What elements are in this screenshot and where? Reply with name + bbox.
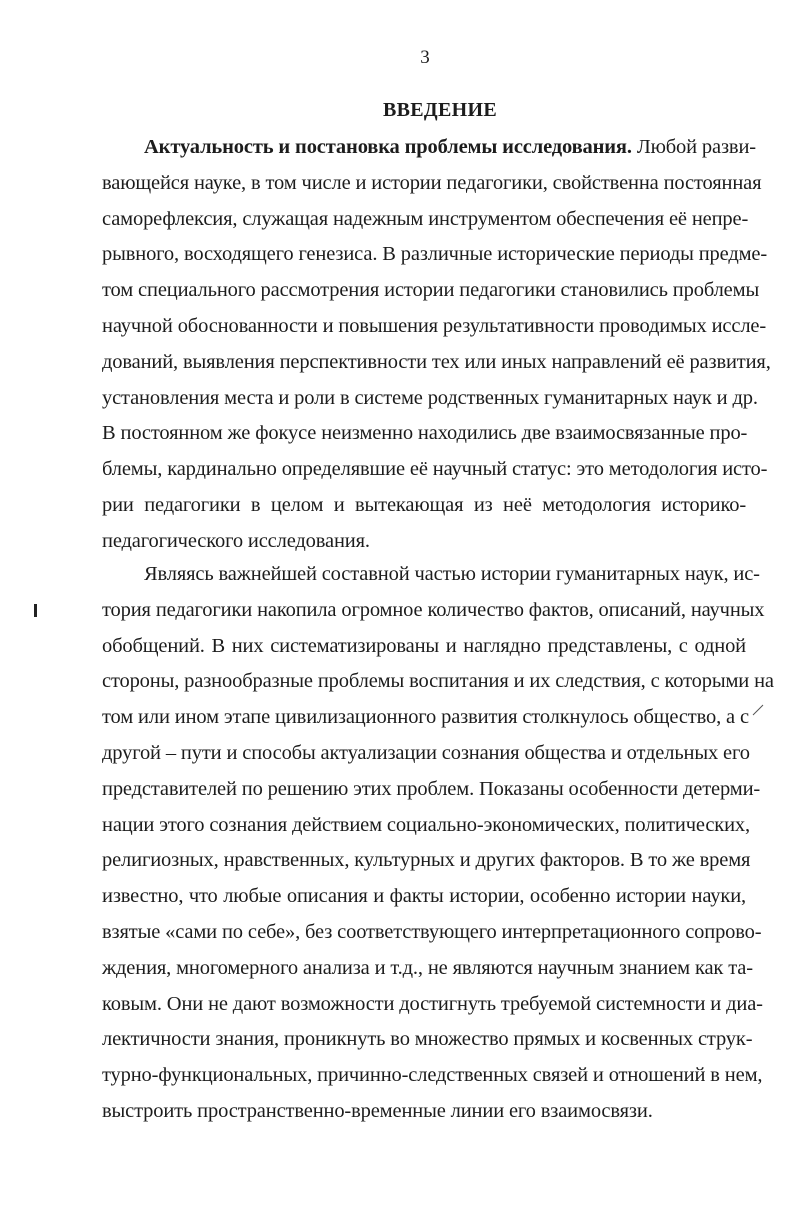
paragraph-line: стороны, разнообразные проблемы воспитания и их следствия, с которыми на (102, 670, 774, 693)
paragraph-line: религиозных, нравственных, культурных и других факторов. В то же время (102, 849, 751, 872)
paragraph-line: дований, выявления перспективности тех или иных направлений её развития, (102, 350, 771, 373)
paragraph-line: установления места и роли в системе родственных гуманитарных наук и др. (102, 386, 758, 409)
paragraph-line: научной обоснованности и повышения результативности проводимых иссле- (102, 314, 767, 337)
paragraph-line: другой – пути и способы актуализации сознания общества и отдельных его (102, 741, 750, 764)
paragraph-line: турно-функциональных, причинно-следственных связей и отношений в нем, (102, 1064, 763, 1087)
pencil-mark (751, 703, 765, 717)
paragraph-line (102, 130, 756, 166)
paragraph-relevance (102, 130, 771, 560)
page-title: ВВЕДЕНИЕ (383, 99, 497, 121)
paragraph-line: представителей по решению этих проблем. Показаны особенности детерми- (102, 777, 761, 800)
paragraph-line: тория педагогики накопила огромное количество фактов, описаний, научных (102, 598, 765, 621)
paragraph-line: рывного, восходящего генезиса. В различные исторические периоды предме- (102, 243, 768, 266)
paragraph-line: Являясь важнейшей составной частью истории гуманитарных наук, ис- (144, 563, 760, 585)
paragraph-line-text: Любой разви- (631, 136, 756, 158)
paragraph-line: педагогического исследования. (102, 529, 370, 552)
paragraph-lead: Актуальность и постановка проблемы исследования. (144, 136, 632, 158)
page-number: 3 (420, 47, 430, 68)
paragraph-line: саморефлексия, служащая надежным инструментом обеспечения её непре- (102, 207, 749, 230)
paragraph-line: лектичности знания, проникнуть во множество прямых и косвенных струк- (102, 1028, 753, 1051)
paragraph-line: ковым. Они не дают возможности достигнуть требуемой системности и диа- (102, 992, 763, 1015)
paragraph-line: обобщений. В них систематизированы и наглядно представлены, с одной (102, 634, 746, 657)
paragraph-line: нации этого сознания действием социально-экономических, политических, (102, 813, 750, 836)
paragraph-line: вающейся науке, в том числе и истории педагогики, свойственна постоянная (102, 171, 762, 194)
paragraph-line: взятые «сами по себе», без соответствующего интерпретационного сопрово- (102, 920, 762, 943)
paragraph-line: блемы, кардинально определявшие её научный статус: это методология исто- (102, 458, 768, 481)
paragraph-line: В постоянном же фокусе неизменно находились две взаимосвязанные про- (102, 422, 748, 445)
paragraph-line: том специального рассмотрения истории педагогики становились проблемы (102, 279, 760, 302)
paragraph-line: рии педагогики в целом и вытекающая из неё методология историко- (102, 493, 746, 516)
margin-mark (34, 604, 37, 617)
paragraph-line: ждения, многомерного анализа и т.д., не являются научным знанием как та- (102, 956, 753, 979)
paragraph-line: известно, что любые описания и факты истории, особенно истории науки, (102, 885, 746, 908)
paragraph-history-facts (102, 557, 774, 1130)
paragraph-line: том или ином этапе цивилизационного развития столкнулось общество, а с (102, 706, 749, 729)
paragraph-line: выстроить пространственно-временные линии его взаимосвязи. (102, 1099, 653, 1122)
